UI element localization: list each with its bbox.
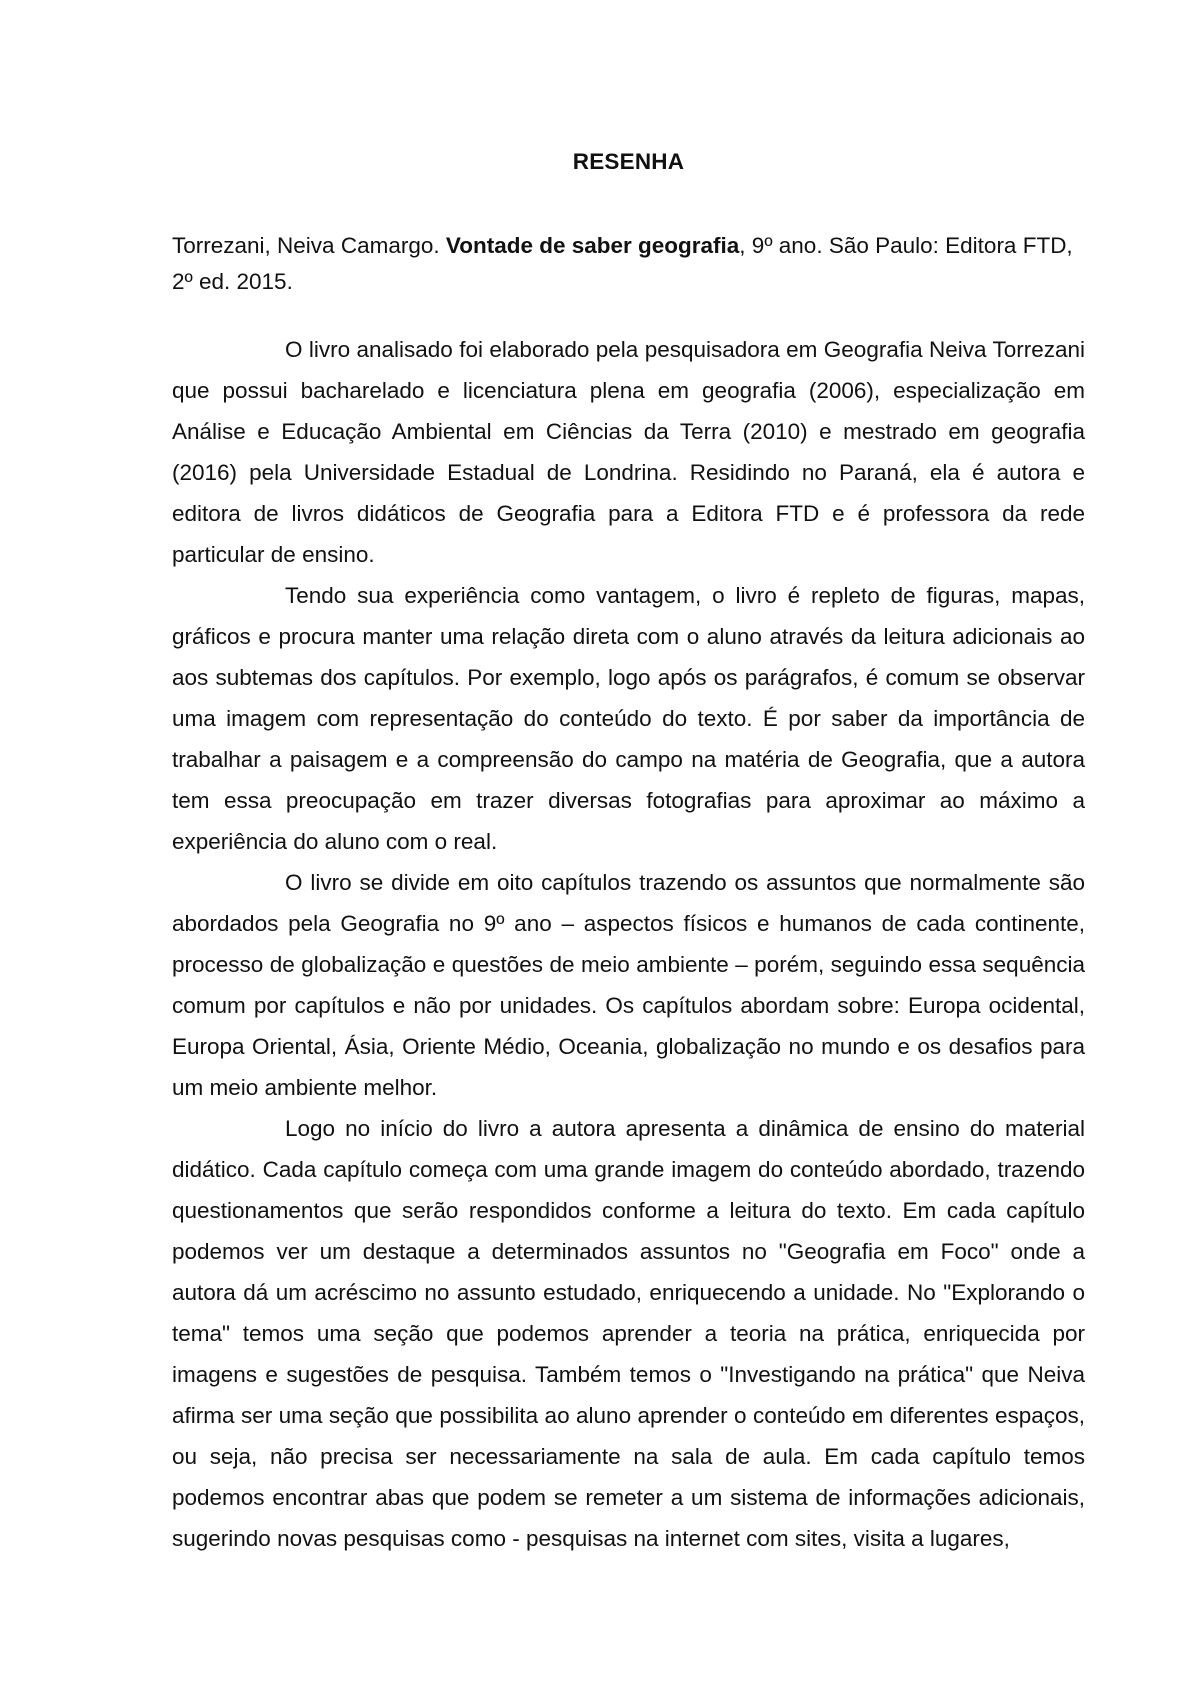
citation-details: , 9º ano. São Paulo: Editora FTD, 2º ed. 2015. bbox=[172, 233, 1073, 294]
document-content bbox=[172, 142, 1085, 1559]
paragraph-author-background: O livro analisado foi elaborado pela pesquisadora em Geografia Neiva Torrezani que possui bacharelado e licenciatura plena em geografia (2006), especialização em Análise e Educação Ambiental em Ciências da Terra (2010) e mestrado em geografia (2016) pela Universidade Estadual de Londrina. Residindo no Paraná, ela é autora e editora de livros didáticos de Geografia para a Editora FTD e é professora da rede particular de ensino. bbox=[172, 337, 1085, 567]
paragraph-book-features: Tendo sua experiência como vantagem, o livro é repleto de figuras, mapas, gráficos e procura manter uma relação direta com o aluno através da leitura adicionais ao aos subtemas dos capítulos. Por exemplo, logo após os parágrafos, é comum se observar uma imagem com representação do conteúdo do texto. É por saber da importância de trabalhar a paisagem e a compreensão do campo na matéria de Geografia, que a autora tem essa preocupação em trazer diversas fotografias para aproximar ao máximo a experiência do aluno com o real. bbox=[172, 583, 1085, 854]
review-body bbox=[172, 329, 1085, 1559]
paragraph-book-structure: O livro se divide em oito capítulos trazendo os assuntos que normalmente são abordados pela Geografia no 9º ano – aspectos físicos e humanos de cada continente, processo de globalização e questões de meio ambiente – porém, seguindo essa sequência comum por capítulos e não por unidades. Os capítulos abordam sobre: Europa ocidental, Europa Oriental, Ásia, Oriente Médio, Oceania, globalização no mundo e os desafios para um meio ambiente melhor. bbox=[172, 870, 1085, 1100]
citation-book-title: Vontade de saber geografia bbox=[445, 233, 740, 258]
document-title: RESENHA bbox=[572, 149, 685, 174]
citation-author: Torrezani, Neiva Camargo. bbox=[172, 233, 440, 258]
bibliographic-citation bbox=[172, 228, 1085, 300]
paragraph-teaching-dynamics: Logo no início do livro a autora apresenta a dinâmica de ensino do material didático. Cada capítulo começa com uma grande imagem do conteúdo abordado, trazendo questionamentos que serão respondidos conforme a leitura do texto. Em cada capítulo podemos ver um destaque a determinados assuntos no "Geografia em Foco" onde a autora dá um acréscimo no assunto estudado, enriquecendo a unidade. No "Explorando o tema" temos uma seção que podemos aprender a teoria na prática, enriquecida por imagens e sugestões de pesquisa. Também temos o "Investigando na prática" que Neiva afirma ser uma seção que possibilita ao aluno aprender o conteúdo em diferentes espaços, ou seja, não precisa ser necessariamente na sala de aula. Em cada capítulo temos podemos encontrar abas que podem se remeter a um sistema de informações adicionais, sugerindo novas pesquisas como - pesquisas na internet com sites, visita a lugares, bbox=[172, 1116, 1085, 1551]
